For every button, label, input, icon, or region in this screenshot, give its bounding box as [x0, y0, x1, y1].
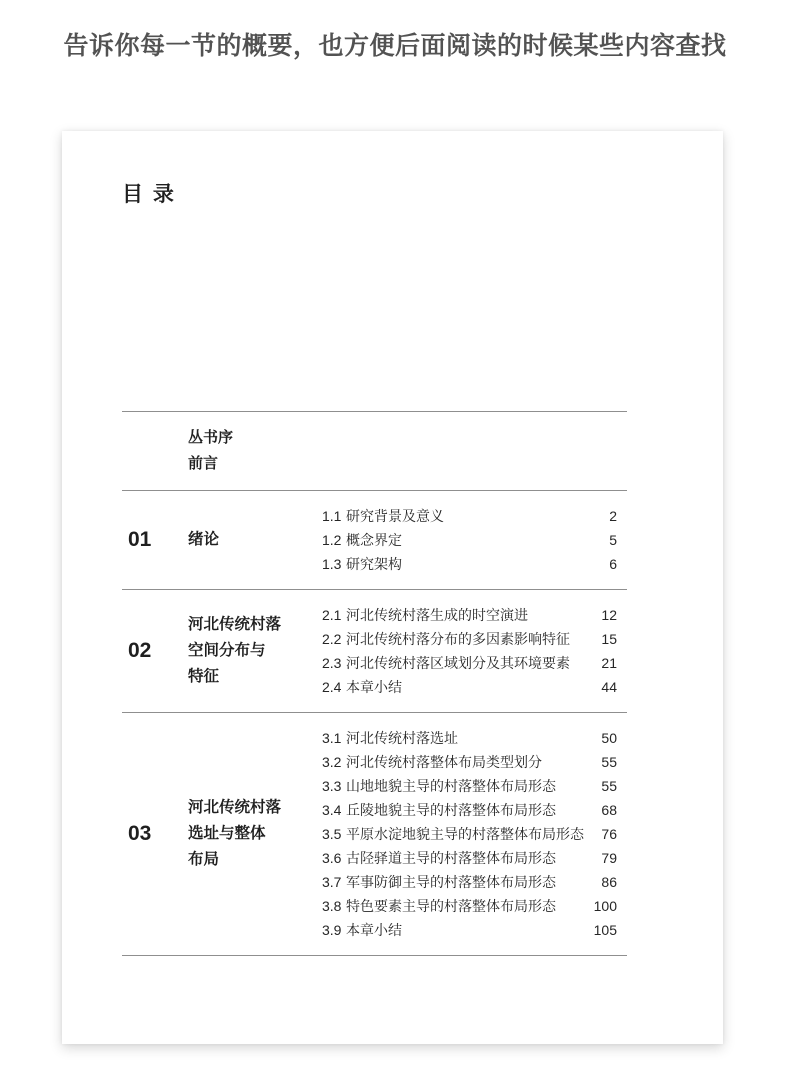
- section-page-number: 76: [601, 826, 617, 842]
- header-caption: 告诉你每一节的概要，也方便后面阅读的时候某些内容查找: [63, 32, 727, 60]
- section-title: 本章小结: [346, 922, 402, 938]
- section-title: 河北传统村落整体布局类型划分: [346, 754, 542, 770]
- section-number: 3.9: [322, 922, 342, 938]
- section-page-number: 15: [601, 631, 617, 647]
- section-title: 特色要素主导的村落整体布局形态: [346, 898, 556, 914]
- toc-entry: [322, 846, 627, 870]
- toc-entry: [322, 603, 627, 627]
- section-number: 3.5: [322, 826, 342, 842]
- front-matter-item: 前言: [188, 455, 219, 472]
- section-title: 本章小结: [346, 679, 402, 695]
- section-number: 3.6: [322, 850, 342, 866]
- section-page-number: 50: [601, 730, 617, 746]
- chapter-title-line: 布局: [188, 851, 220, 868]
- chapters-container: [122, 490, 627, 955]
- section-title: 山地地貌主导的村落整体布局形态: [346, 778, 556, 794]
- section-page-number: 5: [609, 532, 617, 548]
- toc-entry: [322, 822, 627, 846]
- chapter-number: 02: [128, 639, 152, 662]
- section-title: 古陉驿道主导的村落整体布局形态: [346, 850, 556, 866]
- section-number: 1.2: [322, 532, 342, 548]
- section-page-number: 12: [601, 607, 617, 623]
- toc-entry: [322, 798, 627, 822]
- section-list: [322, 713, 627, 955]
- chapter-group: [122, 712, 627, 955]
- chapter-title: [188, 612, 322, 690]
- chapter-title-line: 特征: [188, 668, 220, 685]
- toc-entry: [322, 627, 627, 651]
- toc-entry: [322, 552, 627, 576]
- section-page-number: 55: [601, 754, 617, 770]
- section-number: 3.8: [322, 898, 342, 914]
- toc-entry: [322, 870, 627, 894]
- section-number: 2.1: [322, 607, 342, 623]
- chapter-number: 01: [128, 528, 152, 551]
- section-title: 河北传统村落选址: [346, 730, 458, 746]
- toc-entry: [322, 675, 627, 699]
- book-page: [62, 131, 723, 1044]
- section-page-number: 79: [601, 850, 617, 866]
- section-title: 研究背景及意义: [346, 508, 444, 524]
- section-title: 平原水淀地貌主导的村落整体布局形态: [346, 826, 584, 842]
- toc-entry: [322, 504, 627, 528]
- toc-table: [122, 411, 627, 956]
- section-number: 2.3: [322, 655, 342, 671]
- section-number: 2.2: [322, 631, 342, 647]
- chapter-number: 03: [128, 822, 152, 845]
- section-title: 概念界定: [346, 532, 402, 548]
- section-number: 3.1: [322, 730, 342, 746]
- section-number: 1.1: [322, 508, 342, 524]
- section-page-number: 2: [609, 508, 617, 524]
- section-page-number: 55: [601, 778, 617, 794]
- front-matter-item: 丛书序: [188, 429, 234, 446]
- section-title: 河北传统村落区域划分及其环境要素: [346, 655, 570, 671]
- chapter-title-line: 河北传统村落: [188, 799, 282, 816]
- toc-title: 目 录: [122, 183, 176, 206]
- section-page-number: 21: [601, 655, 617, 671]
- section-number: 1.3: [322, 556, 342, 572]
- section-page-number: 44: [601, 679, 617, 695]
- section-list: [322, 590, 627, 712]
- toc-entry: [322, 726, 627, 750]
- toc-entry: [322, 528, 627, 552]
- section-number: 3.2: [322, 754, 342, 770]
- section-title: 河北传统村落生成的时空演进: [346, 607, 528, 623]
- toc-entry: [322, 750, 627, 774]
- section-title: 军事防御主导的村落整体布局形态: [346, 874, 556, 890]
- chapter-title-line: 绪论: [188, 531, 220, 548]
- section-number: 3.4: [322, 802, 342, 818]
- chapter-group: [122, 490, 627, 589]
- section-title: 研究架构: [346, 556, 402, 572]
- front-matter-group: [122, 411, 627, 490]
- chapter-title-line: 选址与整体: [188, 825, 266, 842]
- section-page-number: 68: [601, 802, 617, 818]
- section-title: 河北传统村落分布的多因素影响特征: [346, 631, 570, 647]
- section-page-number: 100: [593, 898, 617, 914]
- chapter-title: [188, 527, 322, 553]
- toc-entry: [322, 918, 627, 942]
- section-number: 3.3: [322, 778, 342, 794]
- section-title: 丘陵地貌主导的村落整体布局形态: [346, 802, 556, 818]
- section-page-number: 6: [609, 556, 617, 572]
- section-list: [322, 491, 627, 589]
- section-number: 2.4: [322, 679, 342, 695]
- toc-entry: [322, 651, 627, 675]
- section-page-number: 105: [593, 922, 617, 938]
- toc-entry: [322, 774, 627, 798]
- section-number: 3.7: [322, 874, 342, 890]
- section-page-number: 86: [601, 874, 617, 890]
- chapter-title-line: 空间分布与: [188, 642, 266, 659]
- toc-entry: [322, 894, 627, 918]
- chapter-title: [188, 795, 322, 873]
- chapter-group: [122, 589, 627, 712]
- chapter-title-line: 河北传统村落: [188, 616, 282, 633]
